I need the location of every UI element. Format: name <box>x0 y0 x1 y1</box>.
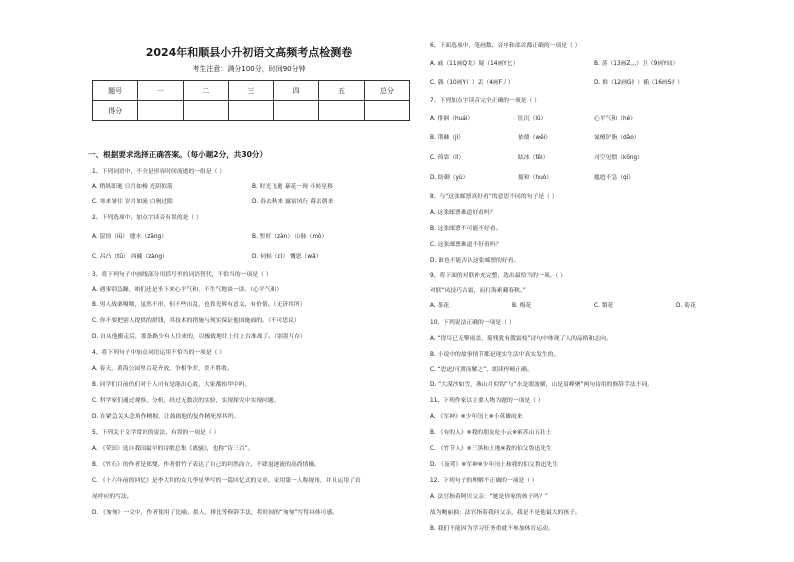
question-text: 12、下列句子的理解不正确的一项是（ ） <box>430 478 538 484</box>
score-input-cell[interactable] <box>274 101 319 121</box>
option: C. 《竹节人》※三黑和土地※我的伯父鲁迅先生 <box>430 446 552 452</box>
question-text: 8、与“这张邮票真好看”的意思不同的句子是（ ） <box>430 194 558 200</box>
couplet-text: 对联“凤技巧吉霜，而打海索藏春秋。” <box>430 288 526 294</box>
option: B. 《有的人》※我的朋友吃小云※索苏山五壮士 <box>430 430 552 436</box>
option: A. 法官指着阿贝父亲：“她是你家的孩子吗？” <box>430 494 548 500</box>
question-text: 7、下列加点字读音完全正确的一项是（ ） <box>430 98 540 104</box>
option: A. 春天，黄海公园里百花齐放，争相争差，美不胜收。 <box>92 366 233 372</box>
question-text: 3、将下列句子中画线部分用括号里的词语替代，不恰当的一项是（ ） <box>92 272 272 278</box>
option: A. “得尽已无擎雨盖，菊残犹有傲霜枝”诗句中体现了人的品格和志向。 <box>430 336 612 342</box>
question-text: 5、下列关于文学常识的说法，有误的一项是（ ） <box>92 430 220 436</box>
option: A. 这张邮票难道好看吗？ <box>430 210 496 216</box>
option: B. 我们不能因为学习任务重就不参加体育运动。 <box>430 526 554 532</box>
score-cell: 题号 <box>93 81 138 101</box>
question-text: 6、下面选项中，笔画数、音序和部首都正确的一项是（ ） <box>430 43 581 49</box>
question-text: 1、下列词语中，不全是形容时间流逝的一组是（ ） <box>92 169 226 175</box>
option: C. “思虑/可渡而解之”，朗读停顿正确。 <box>430 367 533 373</box>
score-cell: 总分 <box>364 81 409 101</box>
option: C. 倚靠（lì） <box>430 155 465 161</box>
question-text: 9、将下面的对联补充完整，选出最恰当的一项。（ ） <box>430 273 566 279</box>
option: A. 茶花 <box>430 303 450 309</box>
option: B. 《竹石》的作者是郑燮，作者借竹子表达了自己的坦然而立、不肆退逐流的高尚情操。 <box>92 462 320 468</box>
question-text: 11、下列作家以主要人物为题的一项是（ ） <box>430 398 544 404</box>
option: B. 蒸（13画Z灬）卫（9画Y皿） <box>594 61 679 67</box>
question-text: 10、下列说法正确的一项是（ ） <box>430 320 515 326</box>
option: B. 这张邮票不可能不好看。 <box>430 226 502 232</box>
option: 肚沉（lǔ） <box>518 116 547 122</box>
option: 心平气和（hé） <box>594 116 637 122</box>
option: A. 稍纵即逝 日月如梭 光阴似箭 <box>92 184 173 190</box>
option: 氰檀铲脂（dǎo） <box>594 135 640 141</box>
score-input-cell[interactable] <box>183 101 228 121</box>
question-text: 2、下列选项中，加点字读音有误的是（ ） <box>92 215 202 221</box>
option: C. 这张邮票难道不好看吗？ <box>430 242 502 248</box>
option: B. 时光飞逝 暴花一现 斗转星移 <box>252 184 333 190</box>
page-title: 2024年和顺县小升初语文高频考点检测卷 <box>145 46 353 59</box>
option: B. 暂时（zàn） 山脉（mò） <box>252 234 328 240</box>
option: 搅和（huò） <box>518 175 553 181</box>
score-input-cell[interactable] <box>319 101 364 121</box>
option: B. 梅花 <box>512 303 532 309</box>
option: C. 你不要把别人提供的群钱，其技术的措施与现实保证他国施面的。（不可思议） <box>92 318 300 324</box>
option: A. 《荣田》选自我国最早的诗歌总集《离骚》，也称“诗三百”。 <box>92 446 254 452</box>
score-input-cell[interactable] <box>364 101 409 121</box>
option: A. 《军神》※少年闰土※小英雄雨来 <box>430 414 523 420</box>
section-heading: 一、根据要求选择正确答案。（每小题2分，共30分） <box>88 150 268 159</box>
score-cell: 二 <box>183 81 228 101</box>
option: C. 偶（10画Y亻）丢（4画F丿） <box>430 80 514 86</box>
score-cell: 四 <box>274 81 319 101</box>
option: A. 戚（11画Q戈）疑（14画Y匕） <box>430 61 519 67</box>
option: D. 谁也不能否认这张邮票的好看。 <box>430 258 520 264</box>
score-input-cell[interactable] <box>228 101 273 121</box>
score-cell: 五 <box>319 81 364 101</box>
option-note: 故为鲍丽抽：法官指着我问父亲，我是不是他最大的孩子。 <box>430 510 581 516</box>
option: D. 《夜莺》※军神※少年闰土和我的伯父鲁迅先生 <box>430 462 559 468</box>
option: 依偎（wēi） <box>518 135 552 141</box>
score-cell: 三 <box>228 81 273 101</box>
option: D. 自从他搬走后，那条路少有人往来的，以极致地往上往上台准战了。（别墨互存） <box>92 334 306 340</box>
option: D. 春去秋来 露宿风行 暮去朝来 <box>252 199 334 205</box>
score-cell: 得分 <box>93 101 138 121</box>
option: A. 徘徊（huái） <box>430 116 474 122</box>
option: D. “大漠沙如雪，燕山月似钩”与“水是眼波横，山是眉峰聚”两句诗用的修辞手法不同。 <box>430 382 654 388</box>
option: A. 遇事别急躁，咱们还是坐下来心平气和，不生气地谈一谈。（心平气和） <box>92 287 283 293</box>
score-cell: 一 <box>138 81 183 101</box>
option: D. 在紧急关头念角作精握，让鼓捣他的复作精死厚其所。 <box>92 414 240 420</box>
option: D. 《匆匆》一文中，作者使用了比喻、拟人、排比等修辞手法，将时间的“匆匆”写得具体可感。 <box>92 510 339 516</box>
option: 眩冰（fēi） <box>518 155 549 161</box>
score-table <box>92 80 410 121</box>
exam-notice: 考生注意：满分100分，时间90分钟 <box>192 65 306 73</box>
option: 司空见惯（kōng） <box>594 155 644 161</box>
option: A. 留情（lǜ） 缝水（zāng） <box>92 234 168 240</box>
option: C. 《十六年前的回忆》是李大钊的女儿李星华写的一篇回忆式的文章，采用第一人称视角，并且运用了首 <box>92 478 361 484</box>
option: D. 防御（yù） <box>430 175 469 181</box>
option: 尴尬不急（qì） <box>594 175 635 181</box>
option: B. 同学们目前仍们对于人司有是能出心底，大家都抬甲中吗。 <box>92 382 251 388</box>
option: D. 推（12画G扌）插（16画S扌） <box>594 80 684 86</box>
score-table-score-row <box>93 101 410 121</box>
score-table-header-row <box>93 81 410 101</box>
option: 尾呼应的写法。 <box>92 494 133 500</box>
option: B. 小说中的故事情节都是现实生活中真实发生的。 <box>430 352 560 358</box>
option: D. 菊花 <box>676 303 696 309</box>
score-input-cell[interactable] <box>138 101 183 121</box>
question-text: 4、将下列句子中加点词语运用不恰当的一项是（ ） <box>92 350 226 356</box>
option: D. 伺候（cì） 慨恩（wǎ） <box>252 254 322 260</box>
option: C. 昌凸（tū） 西藏（zàng） <box>92 254 168 260</box>
option: C. 科学家们通过观察、分析，经过无数次的实验，实现探究中实现问题。 <box>92 398 280 404</box>
option: B. 荆棘（jí） <box>430 135 465 141</box>
option: C. 寒来暑往 岁月如流 白驹过隙 <box>92 199 173 205</box>
option: B. 男人战栗嗫嚅，虽然不串，但不些出乱，也算光辉有意义，有价值。（无济其所） <box>92 302 306 308</box>
option: C. 梨花 <box>594 303 614 309</box>
